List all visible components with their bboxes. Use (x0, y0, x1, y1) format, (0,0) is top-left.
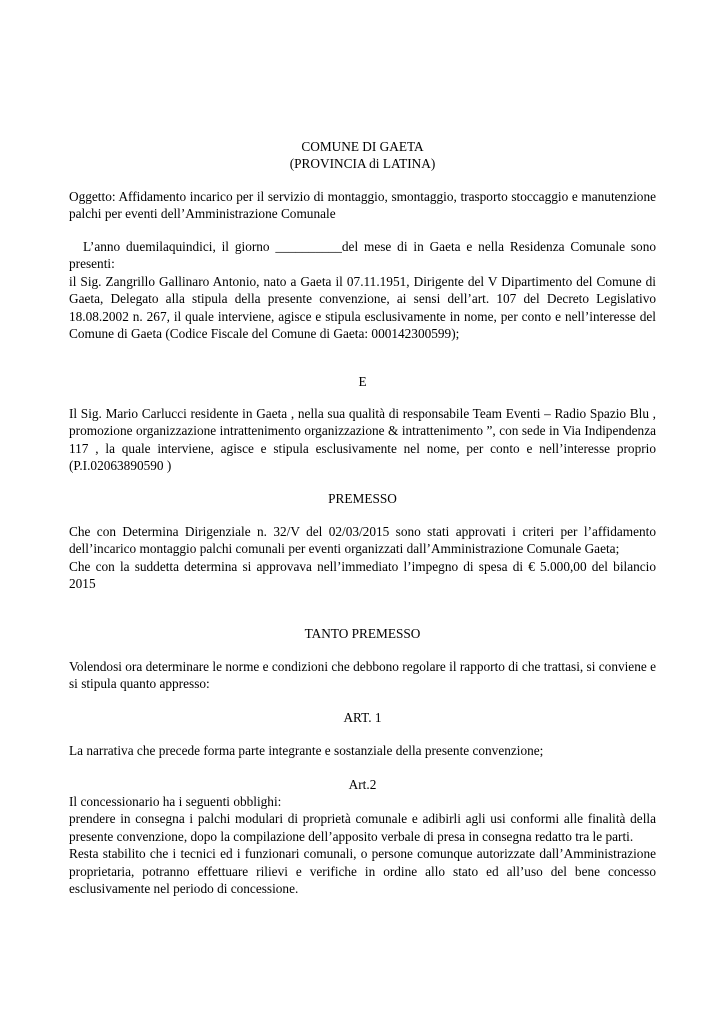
intro-paragraph (69, 238, 656, 342)
premesso-paragraph (69, 523, 656, 593)
oggetto-text: Oggetto: Affidamento incarico per il servizio di montaggio, smontaggio, trasporto stoccaggio e manutenzione palchi per eventi dell’Amministrazione Comunale (69, 189, 656, 222)
separator-e-block (69, 373, 656, 390)
art2-verification-text: Resta stabilito che i tecnici ed i funzionari comunali, o persone comunque autorizzate dall’Amministrazione proprietaria, potranno effettuare rilievi e verifiche in ordine allo stato ed all’uso del bene concesso esclusivamente nel periodo di concessione. (69, 846, 656, 897)
oggetto-paragraph (69, 188, 656, 223)
premesso-para-1: Che con Determina Dirigenziale n. 32/V del 02/03/2015 sono stati approvati i criteri per l’affidamento dell’incarico montaggio palchi comunali per eventi organizzati dall’Amministrazione Comunale Gaeta; (69, 524, 656, 557)
header-provincia: (PROVINCIA di LATINA) (289, 156, 436, 172)
separator-e: E (358, 374, 367, 389)
art1-heading: ART. 1 (343, 710, 382, 725)
document-header (69, 138, 656, 173)
premesso-para-2: Che con la suddetta determina si approvava nell’immediato l’impegno di spesa di € 5.000,00 del bilancio 2015 (69, 558, 656, 592)
art2-obligation-text: prendere in consegna i palchi modulari di proprietà comunale e adibirli agli usi conformi alle finalità della presente convenzione, dopo la compilazione dell’apposito verbale di presa in consegna redatto tra le parti. (69, 811, 656, 844)
intro-line-date: L’anno duemilaquindici, il giorno __________del mese di in Gaeta e nella Residenza Comunale sono presenti: (69, 239, 656, 272)
art2-paragraph (69, 793, 656, 897)
tanto-premesso-heading: TANTO PREMESSO (304, 626, 421, 641)
second-party-text: Il Sig. Mario Carlucci residente in Gaeta , nella sua qualità di responsabile Team Eventi – Radio Spazio Blu , promozione organizzazione intrattenimento organizzazione & intrattenimento ”, con sede in Via Indipendenza 117 , la quale interviene, agisce e stipula esclusivamente nel nome, per conto e nell’interesse proprio (P.I.02063890590 ) (69, 406, 656, 474)
art2-heading-block (69, 776, 656, 793)
premesso-heading-block (69, 490, 656, 507)
tanto-premesso-paragraph (69, 658, 656, 693)
header-comune: COMUNE DI GAETA (301, 139, 424, 154)
second-party-paragraph (69, 405, 656, 475)
art1-heading-block (69, 709, 656, 726)
art1-paragraph (69, 742, 656, 759)
intro-first-party: il Sig. Zangrillo Gallinaro Antonio, nato a Gaeta il 07.11.1951, Dirigente del V Dipartimento del Comune di Gaeta, Delegato alla stipula della presente convenzione, ai sensi dell’art. 107 del Decreto Legislativo 18.08.2002 n. 267, il quale interviene, agisce e stipula esclusivamente in nome, per conto e nell’interesse del Comune di Gaeta (Codice Fiscale del Comune di Gaeta: 000142300599); (69, 273, 656, 342)
tanto-premesso-heading-block (69, 625, 656, 642)
premesso-heading: PREMESSO (328, 491, 397, 506)
art2-heading: Art.2 (348, 777, 377, 792)
tanto-premesso-text: Volendosi ora determinare le norme e condizioni che debbono regolare il rapporto di che trattasi, si conviene e si stipula quanto appresso: (69, 659, 656, 692)
art1-text: La narrativa che precede forma parte integrante e sostanziale della presente convenzione; (69, 743, 544, 758)
art2-obligations-intro: Il concessionario ha i seguenti obblighi: (69, 794, 282, 809)
